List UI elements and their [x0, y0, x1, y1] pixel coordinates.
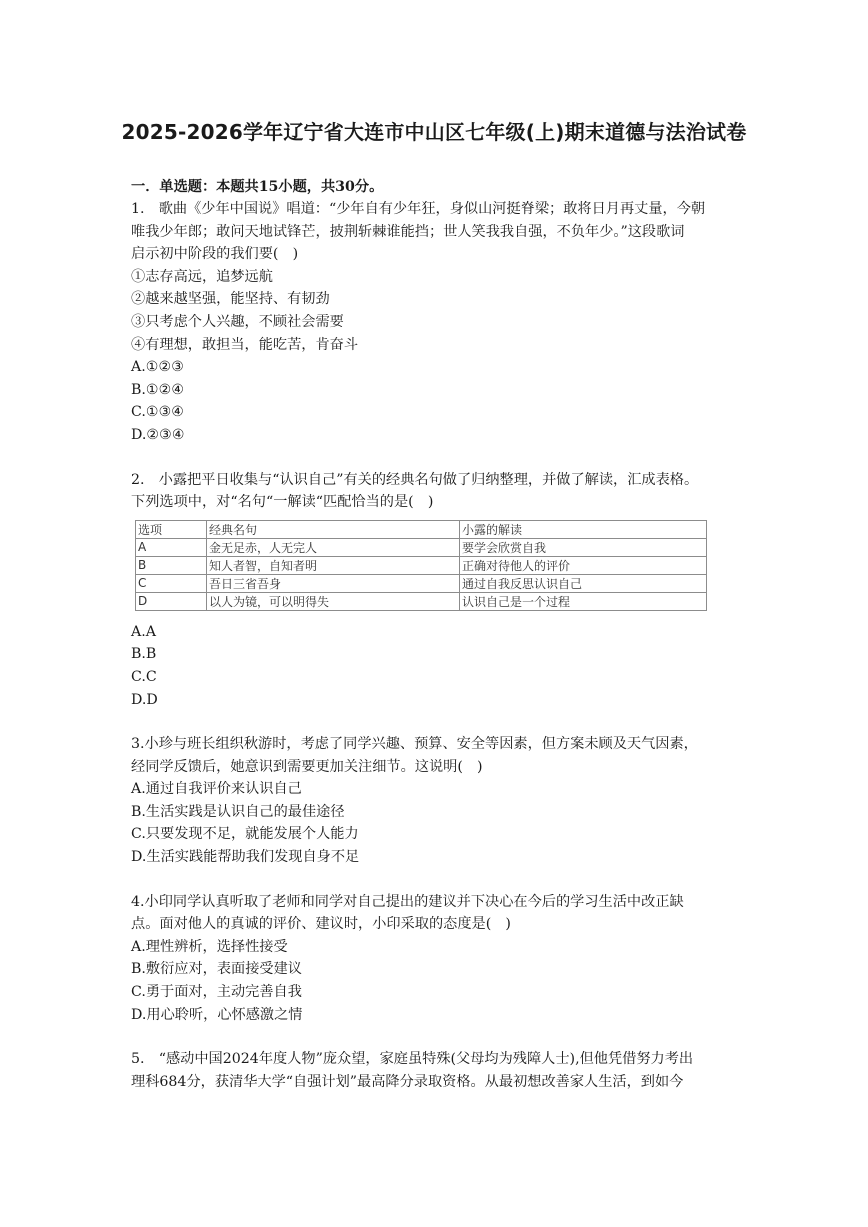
answer-option: A.A [131, 623, 157, 640]
answer-option: D.D [131, 691, 158, 708]
answer-option: A.通过自我评价来认识自己 [131, 781, 302, 798]
table-row [136, 574, 707, 592]
spacer [131, 447, 743, 469]
table-cell: 知人者智，自知者明 [207, 556, 460, 574]
table-header-cell: 小露的解读 [460, 520, 707, 538]
question-stem-line: 点。面对他人的真诚的评价、建议时，小印采取的态度是( ) [131, 916, 511, 933]
question-2 [131, 469, 743, 712]
table-cell: 认识自己是一个过程 [460, 592, 707, 610]
table-row [136, 592, 707, 610]
answer-option: A.理性辨析，选择性接受 [131, 938, 288, 955]
question-stem-line: 唯我少年郎；敢问天地试锋芒，披荆斩棘谁能挡；世人笑我我自强，不负年少。”这段歌词 [131, 223, 685, 240]
question-stem-line: 2. 小露把平日收集与“认识自己”有关的经典名句做了归纳整理，并做了解读，汇成表格。 [131, 471, 699, 488]
spacer [131, 869, 743, 891]
table-cell: C [136, 574, 207, 592]
table-cell: A [136, 538, 207, 556]
table-header-cell: 经典名句 [207, 520, 460, 538]
question-stem-line: 经同学反馈后，她意识到需要更加关注细节。这说明( ) [131, 758, 483, 775]
answer-option: D.②③④ [131, 426, 185, 443]
table-cell: 正确对待他人的评价 [460, 556, 707, 574]
table-cell: 吾日三省吾身 [207, 574, 460, 592]
spacer [131, 711, 743, 733]
page-title: 2025-2026学年辽宁省大连市中山区七年级(上)期末道德与法治试卷 [121, 120, 747, 144]
statement: ②越来越坚强，能坚持、有韧劲 [131, 291, 330, 308]
statement: ③只考虑个人兴趣，不顾社会需要 [131, 313, 344, 330]
answer-option: C.勇于面对，主动完善自我 [131, 984, 302, 1001]
table-header-row [136, 520, 707, 538]
question-stem-line: 理科684分，获清华大学“自强计划”最高降分录取资格。从最初想改善家人生活，到如今 [131, 1073, 684, 1090]
table-row [136, 538, 707, 556]
answer-option: C.只要发现不足，就能发展个人能力 [131, 826, 359, 843]
answer-option: D.生活实践能帮助我们发现自身不足 [131, 849, 360, 866]
answer-option: A.①②③ [131, 359, 184, 376]
question-stem-line: 3.小珍与班长组织秋游时，考虑了同学兴趣、预算、安全等因素，但方案未顾及天气因素， [131, 736, 698, 753]
table-cell: 以人为镜，可以明得失 [207, 592, 460, 610]
statement: ④有理想，敢担当，能吃苦，肯奋斗 [131, 336, 359, 353]
question-5 [131, 1048, 743, 1093]
answer-option: B.敷衍应对，表面接受建议 [131, 961, 302, 978]
answer-option: C.①③④ [131, 404, 185, 421]
answer-option: C.C [131, 668, 157, 685]
table-cell: 金无足赤，人无完人 [207, 538, 460, 556]
table-cell: 要学会欣赏自我 [460, 538, 707, 556]
table-cell: D [136, 592, 207, 610]
answer-option: B.生活实践是认识自己的最佳途径 [131, 803, 345, 820]
question-4 [131, 891, 743, 1027]
question-stem-line: 4.小印同学认真听取了老师和同学对自己提出的建议并下决心在今后的学习生活中改正缺 [131, 893, 684, 910]
exam-content [131, 176, 743, 1093]
section-heading: 一．单选题：本题共15小题，共30分。 [131, 179, 384, 195]
table-cell: 通过自我反思认识自己 [460, 574, 707, 592]
statement: ①志存高远，追梦远航 [131, 268, 273, 285]
question-stem-line: 下列选项中，对“名句“一解读“匹配恰当的是( ) [131, 494, 434, 511]
answer-option: D.用心聆听，心怀感激之情 [131, 1006, 303, 1023]
question-stem-line: 启示初中阶段的我们要( ) [131, 246, 299, 263]
spacer [131, 1026, 743, 1048]
table-cell: B [136, 556, 207, 574]
quote-table [135, 520, 707, 611]
table-row [136, 556, 707, 574]
question-1 [131, 198, 743, 447]
answer-option: B.①②④ [131, 381, 185, 398]
question-stem-line: 5. “感动中国2024年度人物”庞众望，家庭虽特殊(父母均为残障人士),但他凭借努力考出 [131, 1051, 694, 1068]
question-stem-line: 1. 歌曲《少年中国说》唱道：“少年自有少年狂，身似山河挺脊梁；敢将日月再丈量，今朝 [131, 201, 706, 217]
question-3 [131, 733, 743, 869]
answer-option: B.B [131, 646, 157, 663]
table-header-cell: 选项 [136, 520, 207, 538]
